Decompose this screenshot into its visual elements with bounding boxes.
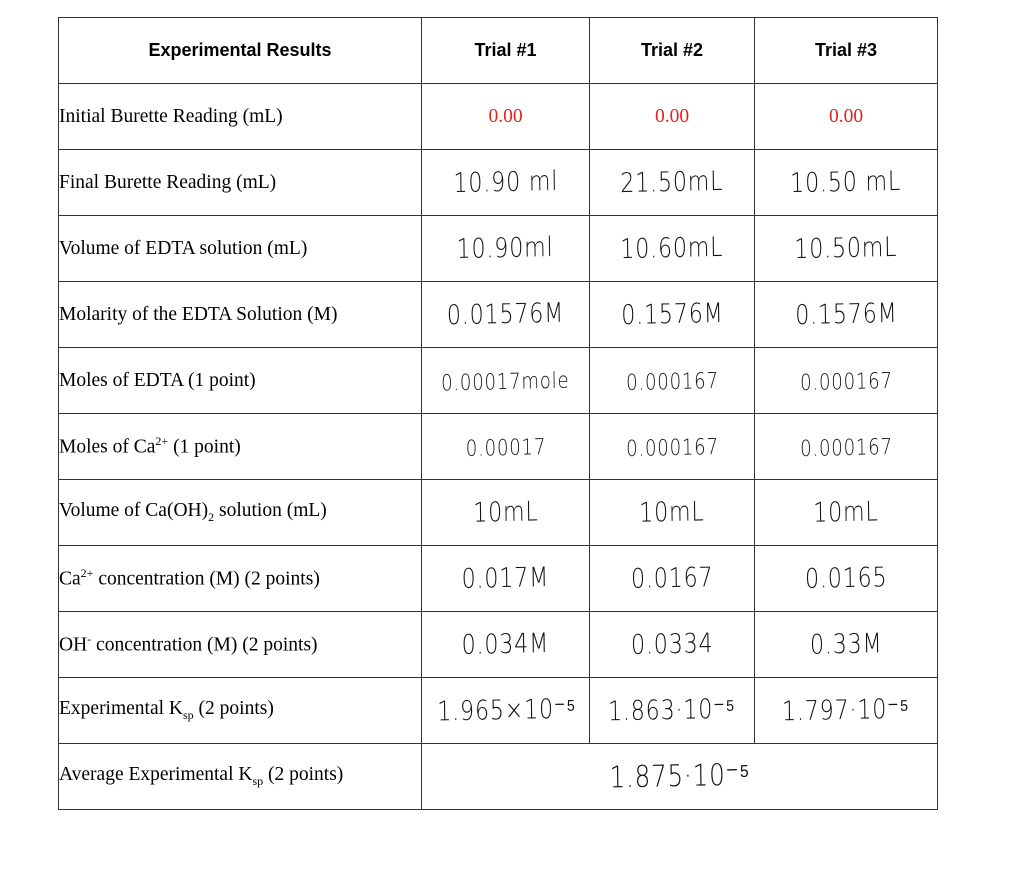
handwritten-value: 0.33M — [809, 628, 883, 661]
label-superscript: 2+ — [155, 434, 169, 449]
moles-ca-trial-2 — [590, 414, 755, 480]
average-ksp-value — [422, 744, 938, 810]
final-burette-trial-3 — [755, 150, 938, 216]
row-label-oh-concentration — [59, 612, 422, 678]
volume-edta-trial-3 — [755, 216, 938, 282]
handwritten-value: 0.1576M — [620, 297, 724, 332]
table-row — [59, 216, 938, 282]
table-row — [59, 546, 938, 612]
handwritten-value: 10.90 ml — [452, 165, 559, 200]
experimental-ksp-trial-3 — [755, 678, 938, 744]
oh-concentration-trial-3 — [755, 612, 938, 678]
row-label-volume-caoh2 — [59, 480, 422, 546]
table-row — [59, 744, 938, 810]
handwritten-value: 10mL — [639, 496, 705, 529]
experimental-ksp-trial-1 — [422, 678, 590, 744]
header-trial-1: Trial #1 — [422, 18, 590, 84]
label-subscript: sp — [183, 707, 194, 722]
handwritten-value: 0.1576M — [794, 297, 898, 332]
row-label-volume-edta: Volume of EDTA solution (mL) — [59, 216, 422, 282]
handwritten-value: 0.0165 — [804, 562, 888, 595]
handwritten-value: 10mL — [813, 496, 879, 529]
experimental-ksp-trial-2 — [590, 678, 755, 744]
label-text: Experimental K — [59, 698, 183, 720]
label-subscript: 2 — [208, 509, 215, 524]
molarity-edta-trial-1 — [422, 282, 590, 348]
table-row — [59, 282, 938, 348]
handwritten-value: 10.50mL — [794, 231, 898, 266]
row-label-moles-ca — [59, 414, 422, 480]
final-burette-trial-2 — [590, 150, 755, 216]
label-text: OH — [59, 634, 88, 656]
handwritten-value: 0.000167 — [799, 435, 893, 462]
row-label-initial-burette: Initial Burette Reading (mL) — [59, 84, 422, 150]
handwritten-value: 10mL — [472, 496, 539, 529]
ca-concentration-trial-2 — [590, 546, 755, 612]
table-row — [59, 150, 938, 216]
handwritten-value: 1.863·10⁻⁵ — [607, 693, 737, 728]
handwritten-value: 10.90ml — [456, 231, 555, 266]
header-row — [59, 18, 938, 84]
volume-edta-trial-2 — [590, 216, 755, 282]
label-text: (2 points) — [263, 764, 344, 786]
moles-ca-trial-3 — [755, 414, 938, 480]
handwritten-value: 0.000167 — [799, 369, 893, 396]
label-superscript: - — [87, 632, 92, 647]
header-trial-2: Trial #2 — [590, 18, 755, 84]
volume-caoh2-trial-3 — [755, 480, 938, 546]
molarity-edta-trial-3 — [755, 282, 938, 348]
row-label-final-burette: Final Burette Reading (mL) — [59, 150, 422, 216]
label-text: (2 points) — [193, 698, 274, 720]
initial-burette-trial-3: 0.00 — [755, 84, 938, 150]
molarity-edta-trial-2 — [590, 282, 755, 348]
handwritten-value: 0.0334 — [630, 628, 714, 661]
handwritten-value: 0.01576M — [446, 297, 565, 332]
initial-burette-trial-1: 0.00 — [422, 84, 590, 150]
header-experimental-results: Experimental Results — [59, 18, 422, 84]
handwritten-value: 0.00017 — [465, 435, 546, 462]
handwritten-value: 0.000167 — [625, 369, 719, 396]
table-row — [59, 414, 938, 480]
table-row — [59, 612, 938, 678]
label-superscript: 2+ — [80, 566, 94, 581]
volume-edta-trial-1 — [422, 216, 590, 282]
ca-concentration-trial-1 — [422, 546, 590, 612]
label-text: Moles of Ca — [59, 436, 156, 458]
handwritten-value: 0.00017mole — [441, 368, 570, 397]
handwritten-value: 1.797·10⁻⁵ — [781, 693, 911, 728]
moles-edta-trial-1 — [422, 348, 590, 414]
handwritten-value: 21.50mL — [620, 165, 724, 200]
label-text: (1 point) — [168, 436, 241, 458]
table-row — [59, 84, 938, 150]
label-text: Average Experimental K — [59, 764, 253, 786]
row-label-average-ksp — [59, 744, 422, 810]
volume-caoh2-trial-2 — [590, 480, 755, 546]
table-row — [59, 348, 938, 414]
label-text: Volume of Ca(OH) — [59, 500, 209, 522]
initial-burette-trial-2: 0.00 — [590, 84, 755, 150]
moles-edta-trial-3 — [755, 348, 938, 414]
moles-edta-trial-2 — [590, 348, 755, 414]
oh-concentration-trial-1 — [422, 612, 590, 678]
final-burette-trial-1 — [422, 150, 590, 216]
volume-caoh2-trial-1 — [422, 480, 590, 546]
label-text: solution (mL) — [214, 500, 327, 522]
handwritten-value: 10.50 mL — [790, 165, 902, 200]
handwritten-value: 1.965×10⁻⁵ — [437, 693, 577, 728]
table-row — [59, 678, 938, 744]
header-trial-3: Trial #3 — [755, 18, 938, 84]
row-label-molarity-edta: Molarity of the EDTA Solution (M) — [59, 282, 422, 348]
row-label-experimental-ksp — [59, 678, 422, 744]
oh-concentration-trial-2 — [590, 612, 755, 678]
handwritten-value: 0.034M — [461, 628, 550, 661]
ca-concentration-trial-3 — [755, 546, 938, 612]
label-subscript: sp — [252, 773, 264, 788]
label-text: Ca — [59, 568, 81, 590]
row-label-moles-edta: Moles of EDTA (1 point) — [59, 348, 422, 414]
moles-ca-trial-1 — [422, 414, 590, 480]
label-text: concentration (M) (2 points) — [93, 568, 320, 590]
table-row — [59, 480, 938, 546]
handwritten-value: 1.875·10⁻⁵ — [608, 757, 751, 796]
label-text: concentration (M) (2 points) — [91, 634, 318, 656]
handwritten-value: 0.0167 — [630, 562, 714, 595]
handwritten-value: 0.000167 — [625, 435, 719, 462]
handwritten-value: 0.017M — [461, 562, 550, 595]
experimental-results-table — [58, 17, 938, 810]
row-label-ca-concentration — [59, 546, 422, 612]
handwritten-value: 10.60mL — [620, 231, 724, 266]
